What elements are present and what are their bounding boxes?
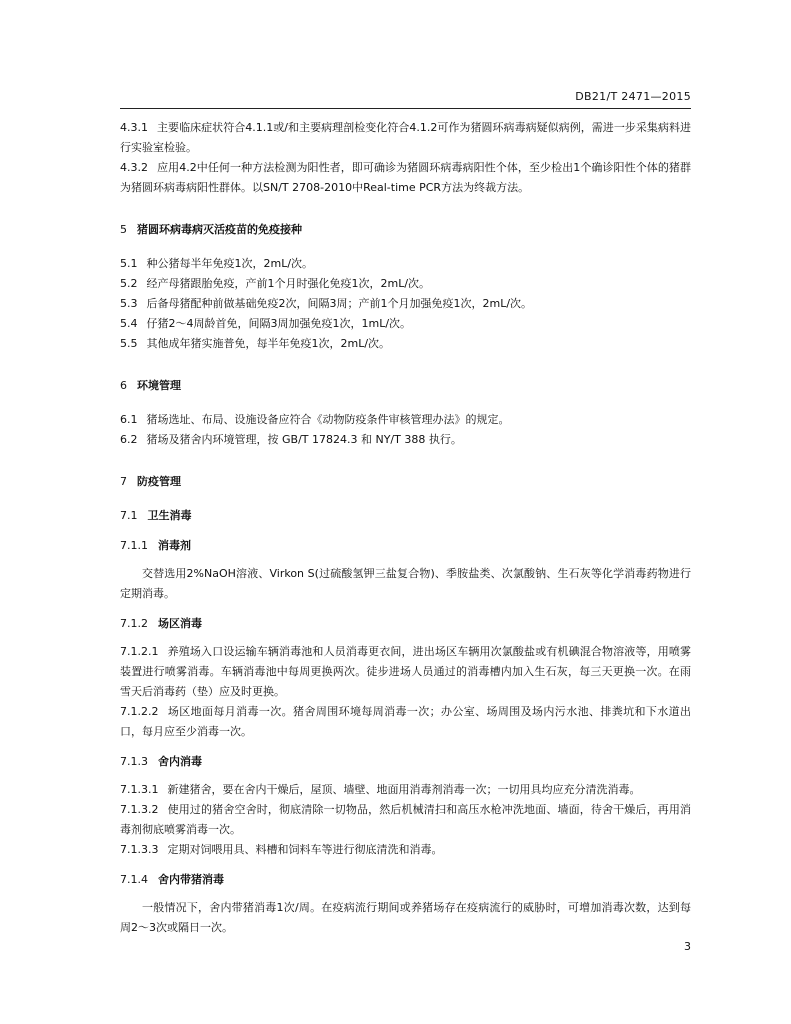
clause-text: 新建猪舍，要在舍内干燥后，屋顶、墙壁、地面用消毒剂消毒一次；一切用具均应充分清洗消毒。: [167, 783, 641, 796]
section-heading: [120, 220, 691, 240]
clause: [120, 780, 691, 800]
clause-text: 舍内带猪消毒: [158, 873, 224, 886]
clause: [120, 410, 691, 430]
sub-subsection-heading: [120, 536, 691, 556]
clause-text: 猪圆环病毒病灭活疫苗的免疫接种: [137, 223, 302, 236]
clause: [120, 702, 691, 742]
clause-number: 5.5: [120, 337, 138, 350]
clause-number: 5.2: [120, 277, 138, 290]
clause-number: 5.4: [120, 317, 138, 330]
clause-number: 4.3.2: [120, 161, 148, 174]
clause: [120, 840, 691, 860]
clause-text: 猪场选址、布局、设施设备应符合《动物防疫条件审核管理办法》的规定。: [146, 413, 510, 426]
clause-text: 使用过的猪舍空舍时，彻底清除一切物品，然后机械清扫和高压水枪冲洗地面、墙面，待舍干燥后，再用消毒剂彻底喷雾消毒一次。: [120, 803, 691, 836]
clause-text: 定期对饲喂用具、料槽和饲料车等进行彻底清洗和消毒。: [167, 843, 443, 856]
clause: [120, 800, 691, 840]
clause: [120, 158, 691, 198]
section-heading: [120, 472, 691, 492]
clause-number: 7.1.3.1: [120, 783, 159, 796]
clause: [120, 254, 691, 274]
sub-subsection-heading: [120, 614, 691, 634]
clause-number: 7.1.2.1: [120, 645, 159, 658]
clause-text: 消毒剂: [158, 539, 191, 552]
clause-number: 5: [120, 223, 127, 236]
sub-subsection-heading: [120, 752, 691, 772]
clause-text: 场区消毒: [158, 617, 202, 630]
clause-number: 7.1.3.2: [120, 803, 159, 816]
clause: [120, 294, 691, 314]
clause-number: 7.1.3: [120, 755, 148, 768]
header-divider: [120, 108, 691, 109]
paragraph: [120, 898, 691, 938]
clause-text: 后备母猪配种前做基础免疫2次，间隔3周；产前1个月加强免疫1次，2mL/次。: [146, 297, 533, 310]
clause-text: 养殖场入口设运输车辆消毒池和人员消毒更衣间，进出场区车辆用次氯酸盐或有机碘混合物溶液等，用喷雾装置进行喷雾消毒。车辆消毒池中每周更换两次。徒步进场人员通过的消毒槽内加入生石灰，每三天更换一次。在雨雪天后消毒药（垫）应及时更换。: [120, 645, 691, 698]
clause-text: 主要临床症状符合4.1.1或/和主要病理剖检变化符合4.1.2可作为猪圆环病毒病疑似病例，需进一步采集病料进行实验室检验。: [120, 121, 691, 154]
clause: [120, 334, 691, 354]
clause-number: 7: [120, 475, 127, 488]
clause: [120, 642, 691, 702]
paragraph: [120, 564, 691, 604]
clause-number: 6: [120, 379, 127, 392]
clause-number: 6.1: [120, 413, 138, 426]
clause-number: 7.1.3.3: [120, 843, 159, 856]
clause-text: 种公猪每半年免疫1次，2mL/次。: [146, 257, 314, 270]
clause-text: 其他成年猪实施普免，每半年免疫1次，2mL/次。: [146, 337, 391, 350]
paragraph-text: 交替选用2%NaOH溶液、Virkon S(过硫酸氢钾三盐复合物)、季胺盐类、次氯酸钠、生石灰等化学消毒药物进行定期消毒。: [120, 567, 691, 600]
paragraph-text: 一般情况下，舍内带猪消毒1次/周。在疫病流行期间或养猪场存在疫病流行的威胁时，可增加消毒次数，达到每周2～3次或隔日一次。: [120, 901, 691, 934]
clause-number: 6.2: [120, 433, 138, 446]
clause-number: 7.1: [120, 509, 138, 522]
clause-number: 7.1.1: [120, 539, 148, 552]
clause-text: 仔猪2～4周龄首免，间隔3周加强免疫1次，1mL/次。: [146, 317, 412, 330]
clause: [120, 118, 691, 158]
clause-text: 经产母猪跟胎免疫，产前1个月时强化免疫1次，2mL/次。: [146, 277, 431, 290]
clause-number: 5.3: [120, 297, 138, 310]
standard-id: DB21/T 2471—2015: [575, 90, 691, 103]
clause-text: 猪场及猪舍内环境管理，按 GB/T 17824.3 和 NY/T 388 执行。: [146, 433, 462, 446]
sub-subsection-heading: [120, 870, 691, 890]
clause: [120, 430, 691, 450]
clause-text: 舍内消毒: [158, 755, 202, 768]
clause-text: 应用4.2中任何一种方法检测为阳性者，即可确诊为猪圆环病毒病阳性个体，至少检出1个确诊阳性个体的猪群为猪圆环病毒病阳性群体。以SN/T 2708-2010中Real-time PCR方法为终裁方法。: [120, 161, 691, 194]
clause-number: 4.3.1: [120, 121, 148, 134]
clause: [120, 274, 691, 294]
section-heading: [120, 376, 691, 396]
clause-text: 环境管理: [137, 379, 181, 392]
clause-number: 5.1: [120, 257, 138, 270]
subsection-heading: [120, 506, 691, 526]
clause-number: 7.1.2: [120, 617, 148, 630]
clause-text: 卫生消毒: [147, 509, 192, 522]
clause-number: 7.1.2.2: [120, 705, 159, 718]
page-number: 3: [684, 940, 691, 953]
clause-text: 场区地面每月消毒一次。猪舍周围环境每周消毒一次；办公室、场周围及场内污水池、排粪坑和下水道出口，每月应至少消毒一次。: [120, 705, 691, 738]
clause: [120, 314, 691, 334]
document-body: [120, 118, 691, 938]
clause-text: 防疫管理: [137, 475, 181, 488]
clause-number: 7.1.4: [120, 873, 148, 886]
